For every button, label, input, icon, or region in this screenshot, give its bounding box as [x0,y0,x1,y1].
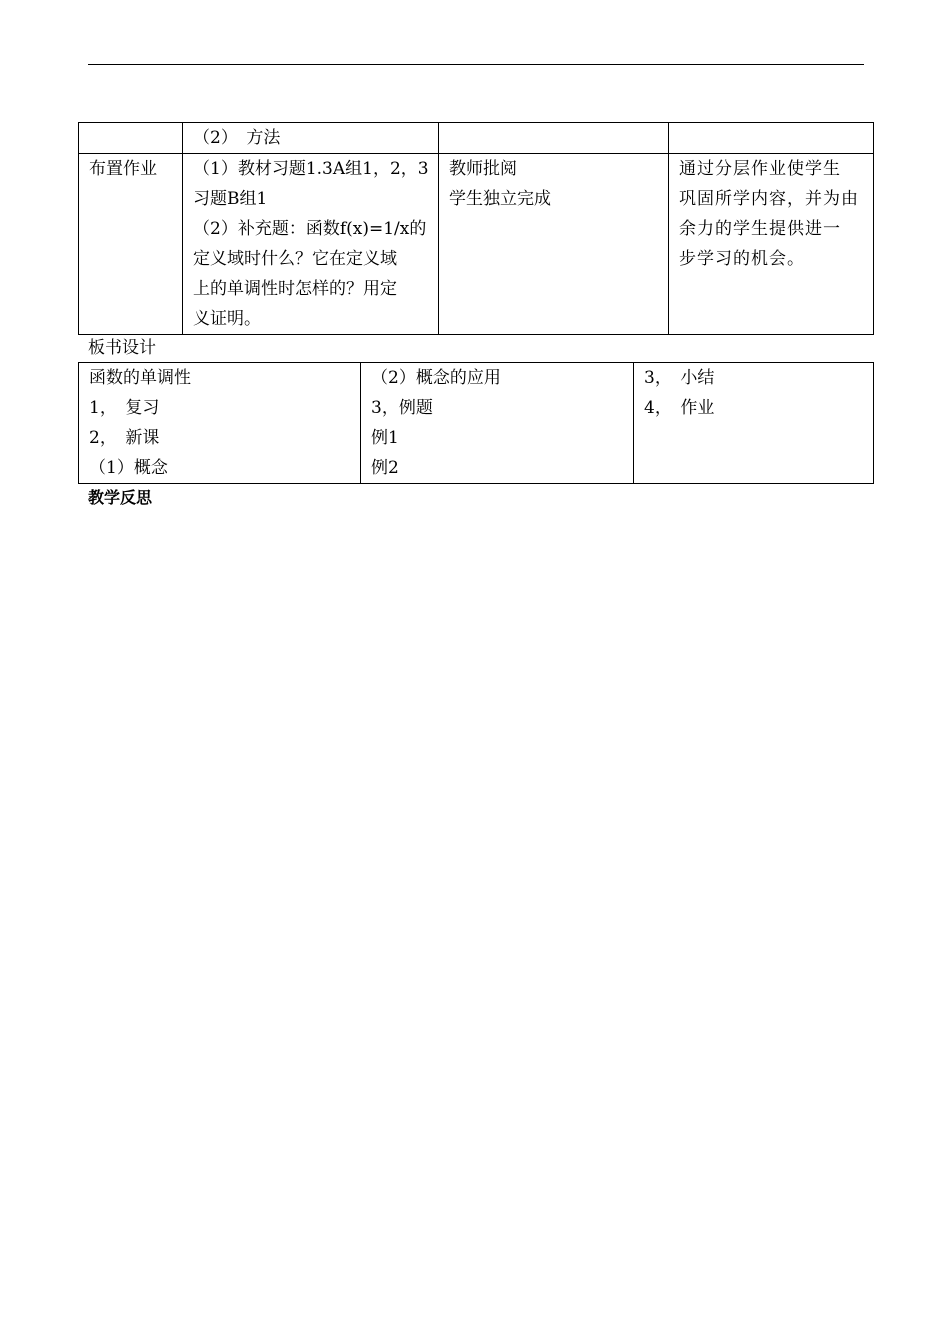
table-cell-empty [669,123,874,154]
table-cell-empty [439,123,669,154]
table-row [79,363,874,484]
intent-line: 通过分层作业使学生 [679,159,841,179]
board-line: 函数的单调性 [89,368,191,388]
homework-label: 布置作业 [79,154,183,335]
homework-line: 习题B组1 [193,189,268,209]
reflection-title: 教学反思 [88,488,153,507]
homework-line: （2）补充题：函数f(x)=1/x的 [193,219,427,239]
board-design-table [78,362,874,484]
design-intent [669,154,874,335]
board-line: （2）概念的应用 [371,368,501,388]
board-line: 3，例题 [371,398,433,418]
intent-line: 余力的学生提供进一 [679,219,841,239]
board-line: 2， 新课 [89,428,160,448]
activity-line: 学生独立完成 [449,189,551,209]
teacher-activity [439,154,669,335]
table-row [79,154,874,335]
board-column-1 [79,363,361,484]
homework-content [183,154,439,335]
table-cell-empty [79,123,183,154]
board-design-title: 板书设计 [88,338,156,358]
homework-line: 上的单调性时怎样的？用定 [193,279,397,299]
board-line: 4， 作业 [644,398,715,418]
homework-line: （1）教材习题1.3A组1，2，3 [193,159,429,179]
intent-line: 巩固所学内容，并为由 [679,189,859,209]
board-line: 例1 [371,428,399,448]
board-line: （1）概念 [89,458,168,478]
activity-line: 教师批阅 [449,159,517,179]
table-row [79,123,874,154]
homework-line: 定义域时什么？它在定义域 [193,249,397,269]
board-column-3 [634,363,874,484]
header-rule [88,64,864,65]
board-column-2 [361,363,634,484]
intent-line: 步学习的机会。 [679,249,805,269]
board-line: 例2 [371,458,399,478]
board-line: 3， 小结 [644,368,715,388]
lesson-plan-table [78,122,874,335]
homework-line: 义证明。 [193,309,261,329]
board-line: 1， 复习 [89,398,160,418]
method-cell: （2） 方法 [183,123,439,154]
